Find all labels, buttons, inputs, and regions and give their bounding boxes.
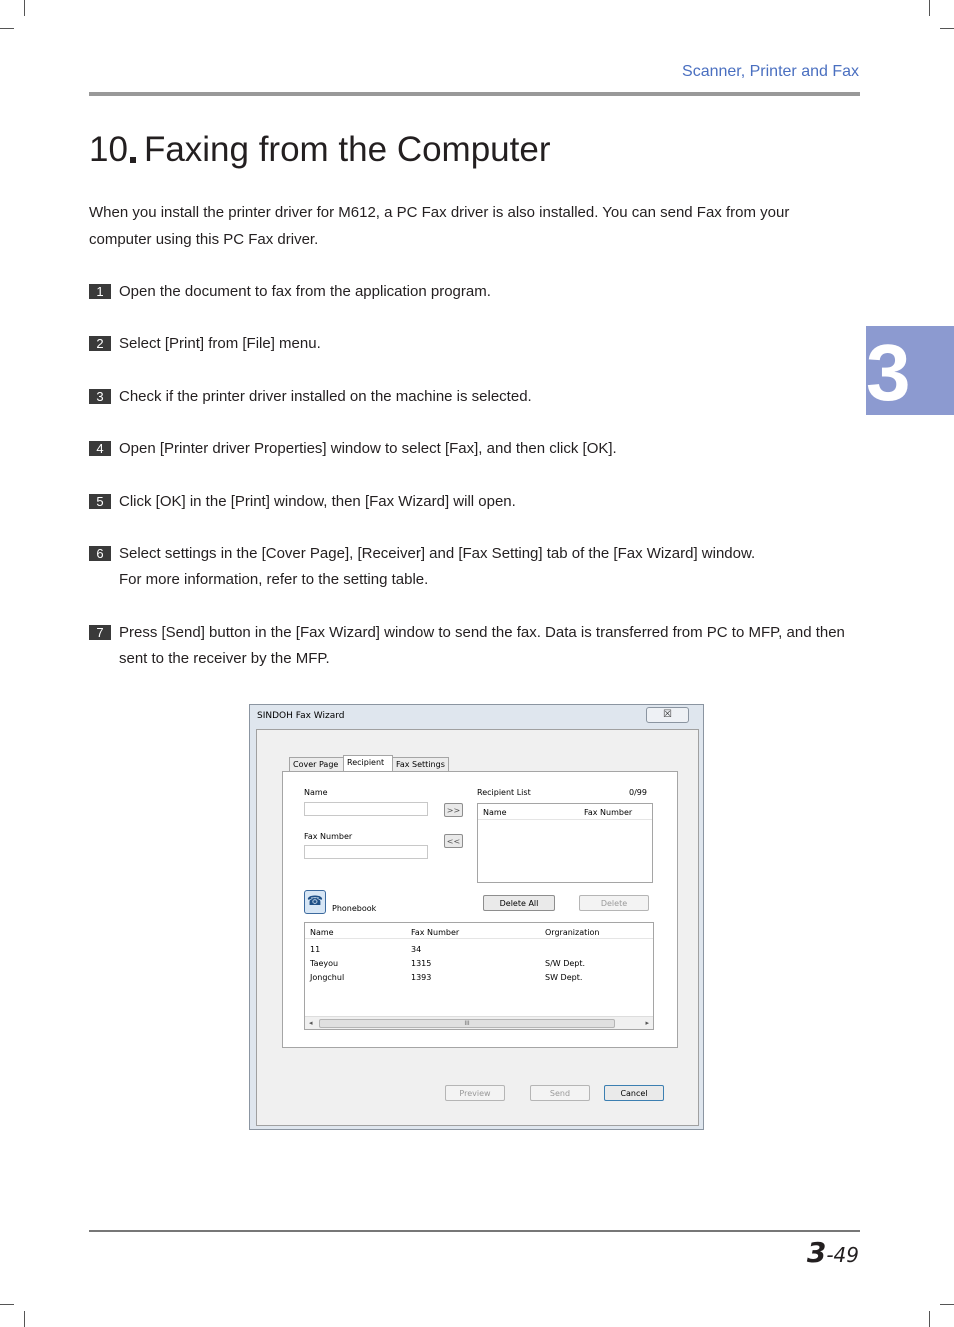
tab-fax-settings[interactable]: Fax Settings [392,757,449,772]
recipient-count: 0/99 [629,788,647,797]
phonebook-table[interactable] [304,922,654,1030]
step-text: Click [OK] in the [Print] window, then [Fax Wizard] will open. [119,493,516,510]
cell-fax-number: 1315 [411,959,432,968]
horizontal-scrollbar[interactable] [305,1016,653,1029]
tab-cover-page[interactable]: Cover Page [289,757,345,772]
window-body [256,729,699,1126]
crop-mark [0,28,14,29]
section-number: 10 [89,130,128,169]
cell-name: 11 [310,945,321,954]
name-label: Name [304,788,328,797]
crop-mark [0,1304,14,1305]
cell-fax-number: 1393 [411,973,432,982]
step-text: Check if the printer driver installed on the machine is selected. [119,388,532,405]
cell-organization: S/W Dept. [545,959,586,968]
step-6 [89,541,859,593]
step-number-badge: 1 [89,284,111,299]
name-input[interactable] [304,802,428,816]
scroll-right-arrow-icon[interactable]: ▸ [645,1019,649,1027]
step-number-badge: 3 [89,389,111,404]
step-number-badge: 4 [89,441,111,456]
cancel-button[interactable]: Cancel [604,1085,664,1101]
step-text: Select [Print] from [File] menu. [119,335,321,352]
step-2 [89,331,859,357]
scroll-thumb[interactable]: III [319,1019,615,1028]
intro-paragraph: When you install the printer driver for M612, a PC Fax driver is also installed. You can send Fax from your computer using this PC Fax driver. [89,204,790,248]
step-text: Select settings in the [Cover Page], [Receiver] and [Fax Setting] tab of the [Fax Wizard] window. [119,545,756,562]
step-3 [89,384,859,410]
section-title: Faxing from the Computer [143,130,551,169]
recipient-list-header [478,804,652,820]
step-text: Press [Send] button in the [Fax Wizard] window to send the fax. Data is transferred from PC to MFP, and then sent to the receiver by the MFP. [119,624,845,667]
delete-all-button[interactable]: Delete All [483,895,555,911]
close-button[interactable]: ☒ [646,707,689,723]
fax-number-input[interactable] [304,845,428,859]
remove-recipient-button[interactable]: << [444,834,463,848]
crop-mark [929,0,930,16]
page-chapter: 3 [806,1236,827,1269]
running-header: Scanner, Printer and Fax [682,63,859,80]
page-number [807,1236,859,1269]
cell-organization: SW Dept. [545,973,583,982]
crop-mark [24,1311,25,1327]
step-4 [89,436,859,462]
scroll-left-arrow-icon[interactable]: ◂ [309,1019,313,1027]
step-5 [89,489,859,515]
column-header-organization[interactable]: Orgranization [545,928,600,937]
chapter-tab [866,326,954,415]
fax-wizard-window [249,704,704,1130]
send-button[interactable]: Send [530,1085,590,1101]
cell-fax-number: 34 [411,945,422,954]
crop-mark [940,1304,954,1305]
tab-recipient[interactable]: Recipient [343,755,393,773]
column-header-name[interactable]: Name [483,808,507,817]
crop-mark [929,1311,930,1327]
cell-name: Taeyou [310,959,339,968]
window-title: SINDOH Fax Wizard [257,711,345,721]
preview-button[interactable]: Preview [445,1085,505,1101]
page-title [89,130,551,170]
step-number-badge: 2 [89,336,111,351]
step-text-continued: For more information, refer to the setting table. [119,571,429,588]
page-index: -49 [826,1243,859,1267]
step-number-badge: 6 [89,546,111,561]
cell-name: Jongchul [310,973,345,982]
title-dot [130,157,136,163]
step-1 [89,279,859,305]
step-text: Open the document to fax from the application program. [119,283,491,300]
step-text: Open [Printer driver Properties] window to select [Fax], and then click [OK]. [119,440,617,457]
crop-mark [24,0,25,16]
column-header-fax-number[interactable]: Fax Number [584,808,633,817]
recipient-list[interactable] [477,803,653,883]
step-7 [89,620,859,672]
recipient-panel [282,771,678,1048]
delete-button[interactable]: Delete [579,895,649,911]
column-header-name[interactable]: Name [310,928,334,937]
step-number-badge: 5 [89,494,111,509]
header-rule [89,92,860,96]
chapter-tab-number: 3 [866,328,911,417]
recipient-list-label: Recipient List [477,788,531,797]
fax-number-label: Fax Number [304,832,353,841]
footer-rule [89,1230,860,1232]
column-header-fax-number[interactable]: Fax Number [411,928,460,937]
step-number-badge: 7 [89,625,111,640]
add-recipient-button[interactable]: >> [444,803,463,817]
crop-mark [940,28,954,29]
phonebook-icon[interactable]: ☎ [304,890,326,914]
phonebook-label: Phonebook [332,904,377,913]
phonebook-table-header [305,923,653,939]
